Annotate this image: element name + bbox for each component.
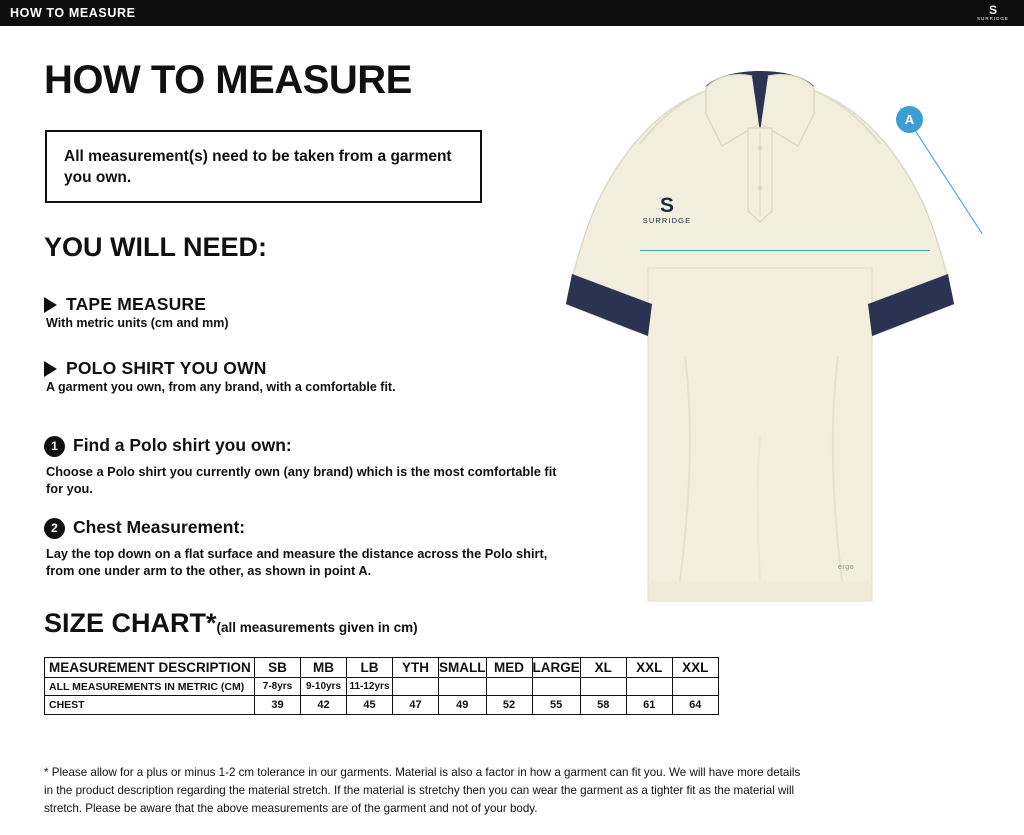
table-cell: 39 [255,696,301,715]
table-row [45,696,719,715]
table-header-cell: MB [301,658,347,678]
step-number-badge: 1 [44,436,65,457]
table-cell [532,678,580,696]
header-title: HOW TO MEASURE [10,6,136,20]
need-item-sub: With metric units (cm and mm) [46,316,229,330]
table-cell: 49 [439,696,487,715]
table-cell: 55 [532,696,580,715]
table-header-cell: MEASUREMENT DESCRIPTION [45,658,255,678]
table-header-cell: YTH [393,658,439,678]
table-cell: 9-10yrs [301,678,347,696]
table-header-cell: SB [255,658,301,678]
app-header [0,0,1024,26]
step-title: Find a Polo shirt you own: [73,435,292,455]
table-cell [393,678,439,696]
need-item-label: POLO SHIRT YOU OWN [66,358,267,378]
table-header-cell: XXL [672,658,718,678]
polo-shirt-svg [520,36,1000,616]
step-body: Lay the top down on a flat surface and measure the distance across the Polo shirt, from one under arm to the other, as shown in point A. [46,546,548,579]
table-cell [626,678,672,696]
table-cell: 61 [626,696,672,715]
size-chart-heading [44,608,418,639]
footnote-text: * Please allow for a plus or minus 1-2 cm tolerance in our garments. Material is also a factor in how a garment can fit you. We will have more details in the product description regarding the material stretch. If the material is stretchy then you can wear the garment as a tighter fit as the material will stretch. Please be aware that the above measurements are of the garment and not of your body. [44,766,801,815]
size-chart-table [44,657,719,715]
brand-logo [970,2,1016,24]
table-row-label: ALL MEASUREMENTS IN METRIC (CM) [45,678,255,696]
step-body: Choose a Polo shirt you currently own (any brand) which is the most comfortable fit for you. [46,464,557,497]
table-row [45,678,719,696]
callout-box [45,130,482,203]
table-cell [439,678,487,696]
page-title: HOW TO MEASURE [44,58,412,102]
table-header-cell: XXL [626,658,672,678]
garment-brand-logo [632,196,702,226]
step-title: Chest Measurement: [73,517,246,537]
triangle-bullet-icon [44,361,57,377]
table-cell: 47 [393,696,439,715]
table-cell: 52 [486,696,532,715]
step-number-badge: 2 [44,518,65,539]
garment-illustration [520,36,1000,616]
size-chart-note: (all measurements given in cm) [216,620,418,635]
need-item-sub: A garment you own, from any brand, with a comfortable fit. [46,380,396,394]
table-cell [580,678,626,696]
page-content [0,26,1024,835]
table-header-cell: MED [486,658,532,678]
table-cell: 7-8yrs [255,678,301,696]
garment-logo-word: SURRIDGE [642,216,692,225]
table-header-cell: SMALL [439,658,487,678]
table-cell [672,678,718,696]
chest-measure-line [640,250,930,251]
you-will-need-heading: YOU WILL NEED: [44,232,268,262]
table-cell [486,678,532,696]
brand-logo-mark: S [988,2,997,17]
measure-point-badge-a: A [896,106,923,133]
garment-hem-tag: ergo [838,564,855,571]
garment-logo-mark: S [659,194,674,217]
table-header-row [45,658,719,678]
brand-logo-word: SURRIDGE [977,15,1009,21]
table-cell: 42 [301,696,347,715]
table-cell: 58 [580,696,626,715]
callout-text: All measurement(s) need to be taken from a garment you own. [64,148,452,186]
table-header-cell: XL [580,658,626,678]
triangle-bullet-icon [44,297,57,313]
table-header-cell: LB [347,658,393,678]
table-cell: 64 [672,696,718,715]
size-chart-title: SIZE CHART* [44,608,217,638]
table-row-label: CHEST [45,696,255,715]
table-cell: 45 [347,696,393,715]
need-item-label: TAPE MEASURE [66,294,207,314]
table-header-cell: LARGE [532,658,580,678]
table-cell: 11-12yrs [347,678,393,696]
